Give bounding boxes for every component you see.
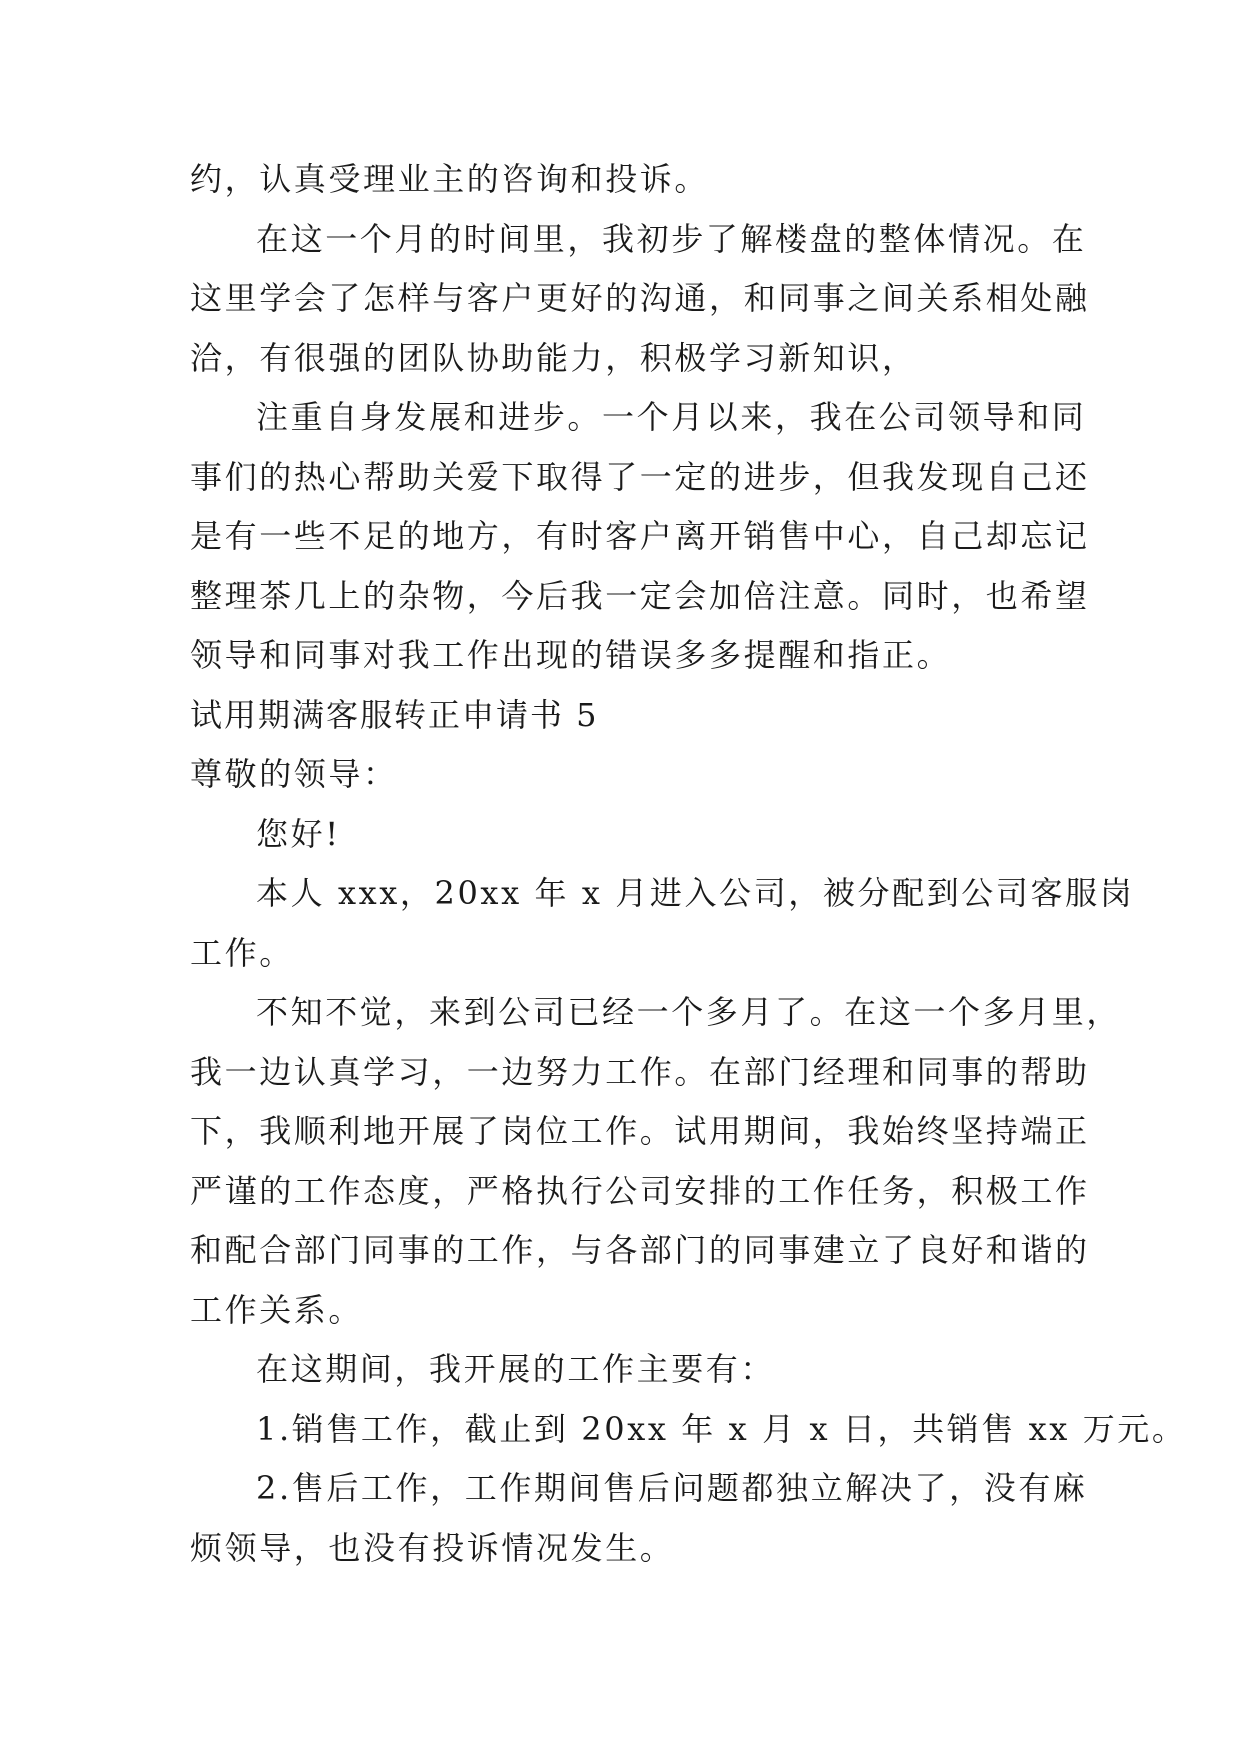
paragraph-line: 洽，有很强的团队协助能力，积极学习新知识， <box>190 338 917 377</box>
greeting: 您好! <box>256 814 341 853</box>
paragraph-line: 不知不觉，来到公司已经一个多月了。在这一个多月里， <box>256 993 1122 1031</box>
list-item: 2.售后工作，工作期间售后问题都独立解决了，没有麻 <box>256 1469 1088 1507</box>
paragraph-line: 工作关系。 <box>190 1290 364 1329</box>
paragraph-line: 约，认真受理业主的咨询和投诉。 <box>190 160 710 198</box>
paragraph-line: 在这一个月的时间里，我初步了解楼盘的整体情况。在 <box>256 219 1087 258</box>
section-heading: 试用期满客服转正申请书 5 <box>190 695 599 734</box>
paragraph-line: 本人 xxx，20xx 年 x 月进入公司，被分配到公司客服岗 <box>256 874 1135 912</box>
paragraph-line: 事们的热心帮助关爱下取得了一定的进步，但我发现自己还 <box>190 457 1090 496</box>
paragraph-line: 下，我顺利地开展了岗位工作。试用期间，我始终坚持端正 <box>190 1112 1090 1150</box>
list-item: 1.销售工作，截止到 20xx 年 x 月 x 日，共销售 xx 万元。 <box>256 1409 1187 1448</box>
paragraph-line: 在这期间，我开展的工作主要有： <box>256 1350 776 1388</box>
paragraph-line: 这里学会了怎样与客户更好的沟通，和同事之间关系相处融 <box>190 279 1090 317</box>
paragraph-line: 严谨的工作态度，严格执行公司安排的工作任务，积极工作 <box>190 1171 1090 1210</box>
paragraph-line: 和配合部门同事的工作，与各部门的同事建立了良好和谐的 <box>190 1231 1090 1269</box>
paragraph-line: 是有一些不足的地方，有时客户离开销售中心，自己却忘记 <box>190 517 1090 555</box>
paragraph-line: 我一边认真学习，一边努力工作。在部门经理和同事的帮助 <box>190 1052 1090 1091</box>
salutation: 尊敬的领导： <box>190 755 398 793</box>
paragraph-line: 整理茶几上的杂物，今后我一定会加倍注意。同时，也希望 <box>190 576 1090 615</box>
paragraph-line: 工作。 <box>190 933 294 972</box>
paragraph-line: 领导和同事对我工作出现的错误多多提醒和指正。 <box>190 636 952 674</box>
paragraph-line: 烦领导，也没有投诉情况发生。 <box>190 1528 675 1567</box>
document-page <box>190 150 1187 1578</box>
paragraph-line: 注重自身发展和进步。一个月以来，我在公司领导和同 <box>256 398 1087 436</box>
